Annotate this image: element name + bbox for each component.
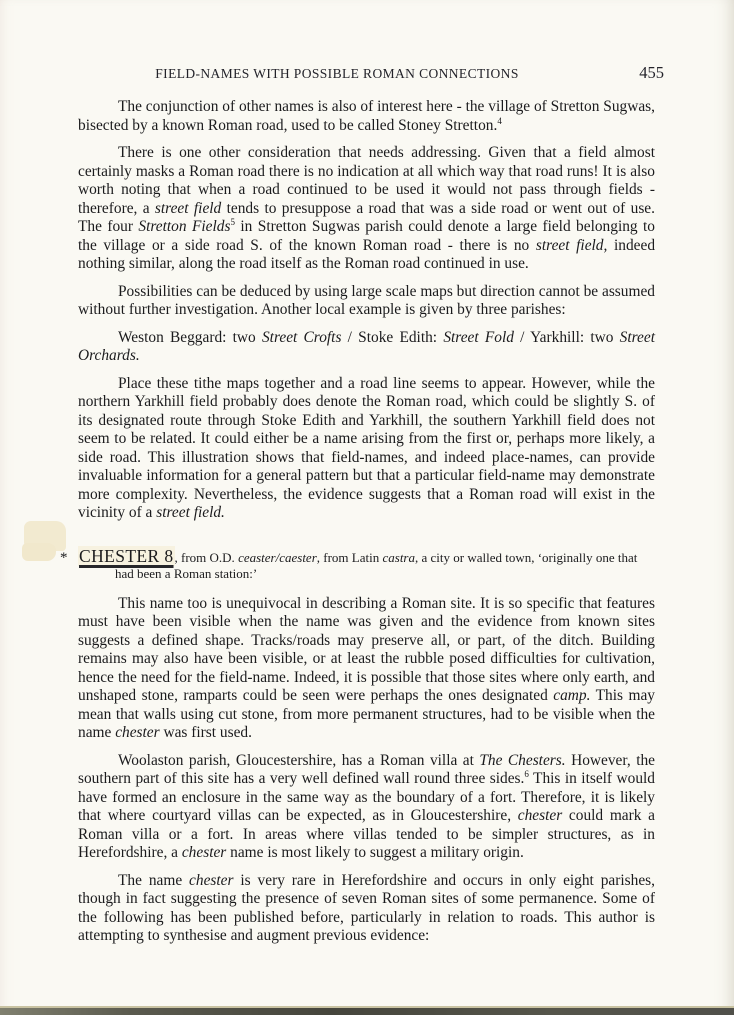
asterisk-marker: * (60, 549, 68, 566)
text-run: Woolaston parish, Gloucestershire, has a Roman villa at (118, 751, 480, 769)
paragraph (78, 375, 655, 523)
text-run: Possibilities can be deduced by using large scale maps but direction cannot be assumed without further investigation. Another local example is given by three parishes: (78, 282, 655, 318)
page-number: 455 (639, 63, 664, 82)
text-run: chester (189, 871, 234, 889)
text-run: castra (382, 549, 415, 565)
text-run: in Stretton Sugwas parish could denote a large field belonging to the village or a side road S. of the known Roman road - there is no (78, 218, 656, 254)
text-run: This may mean that walls using cut stone, from more permanent structures, had to be visible when the name (78, 687, 655, 741)
paragraph (78, 752, 655, 863)
paragraph (78, 98, 655, 135)
paragraph (78, 872, 655, 946)
text-run: / Yarkhill: two (513, 328, 620, 346)
paragraph (78, 144, 655, 274)
text-run: Street Crofts (261, 328, 342, 346)
heading-title: CHESTER 8 (79, 545, 174, 566)
page-body (60, 98, 656, 955)
scan-edge-shadow (0, 1008, 734, 1015)
text-run: , from Latin (316, 549, 383, 565)
text-run: is very rare in Herefordshire and occurs in only eight parishes, though in fact suggesting the presence of seven Roman sites of some permanence. Some of the following has been published before, particularly in relation to roads. This author is attempting to synthesise and augment previous evidence: (78, 871, 656, 944)
text-run: Place these tithe maps together and a road line seems to appear. However, while the northern Yarkhill field probably does denote the Roman road, which could be slightly S. of its designated route through Stoke Edith and Yarkhill, the southern Yarkhill field does not seem to be related. It could either be a name arising from the first or, perhaps more likely, a side road. This illustration shows that field-names, and indeed place-names, can provide invaluable information for a general pattern but that a particular field-name may demonstrate more complexity. Nevertheless, the evidence suggests that a Roman road will exist in the vicinity of a (78, 374, 655, 521)
text-run: / Stoke Edith: (341, 328, 444, 346)
text-run: tends to presuppose a road that was a side road or went out of use. The four (78, 199, 655, 235)
footnote-reference: 5 (230, 216, 235, 227)
paragraph (78, 329, 655, 366)
footnote-reference: 4 (497, 115, 502, 126)
text-run: indeed nothing similar, along the road itself as the Roman road continued in use. (78, 236, 656, 272)
text-run: chester (517, 807, 563, 824)
text-run: name is most likely to suggest a military origin. (226, 844, 524, 861)
text-run: , from O.D. (174, 549, 239, 565)
text-run: camp. (553, 687, 591, 704)
text-run: Stretton Fields (138, 218, 231, 235)
text-run: , a city or walled town, ‘originally one that had been a Roman station:’ (115, 549, 638, 581)
section-heading (60, 545, 655, 583)
text-run: Street Fold (443, 328, 514, 346)
text-run: Weston Beggard: two (118, 328, 262, 346)
running-header-title: FIELD-NAMES WITH POSSIBLE ROMAN CONNECTIONS (155, 66, 519, 81)
heading-text (78, 545, 655, 583)
text-run: This in itself would have formed an enclosure in the same way as the boundary of a fort. Therefore, it is likely that where courtyard villas can be expected, as in Gloucestershire, (78, 770, 655, 824)
paragraph (78, 595, 655, 743)
text-run: This name too is unequivocal in describing a Roman site. It is so specific that features must have been visible when the name was given and the evidence from known sites suggests a defined shape. Tracks/roads may preserve all, or part, of the ditch. Building remains may also have been visible, or at least the rubble posed difficulties for cultivation, hence the need for the field-name. Indeed, it is possible that those sites where only earth, and unshaped stone, ramparts could be seen were perhaps the ones designated (78, 594, 655, 704)
paragraph (78, 283, 655, 320)
text-run: Street Orchards. (78, 328, 655, 364)
text-run: The conjunction of other names is also of interest here - the village of Stretton Sugwas, bisected by a known Roman road, used to be called Stoney Stretton. (78, 98, 655, 134)
text-run: chester (115, 724, 160, 741)
text-run: street field. (156, 504, 225, 521)
text-run: There is one other consideration that needs addressing. Given that a field almost certainly masks a Roman road there is no indication at all which way that road runs! It is also worth noting that when a road continued to be used it would not pass through fields - therefore, a (78, 144, 655, 217)
footnote-reference: 6 (524, 768, 529, 779)
text-run: ceaster/caester (238, 549, 317, 565)
text-run: However, the southern part of this site has a very well defined wall round three sides. (78, 751, 655, 787)
text-run: street field, (535, 236, 608, 254)
highlighter-mark (24, 521, 66, 551)
text-run: street field (154, 199, 222, 217)
text-run: The name (118, 871, 190, 889)
text-run: chester (181, 844, 227, 861)
text-run: was first used. (159, 724, 252, 741)
page-header (78, 63, 664, 86)
text-run: The Chesters. (479, 751, 566, 769)
text-run: could mark a Roman villa or a fort. In areas where villas tended to be simpler structures, as in Herefordshire, a (78, 807, 655, 861)
